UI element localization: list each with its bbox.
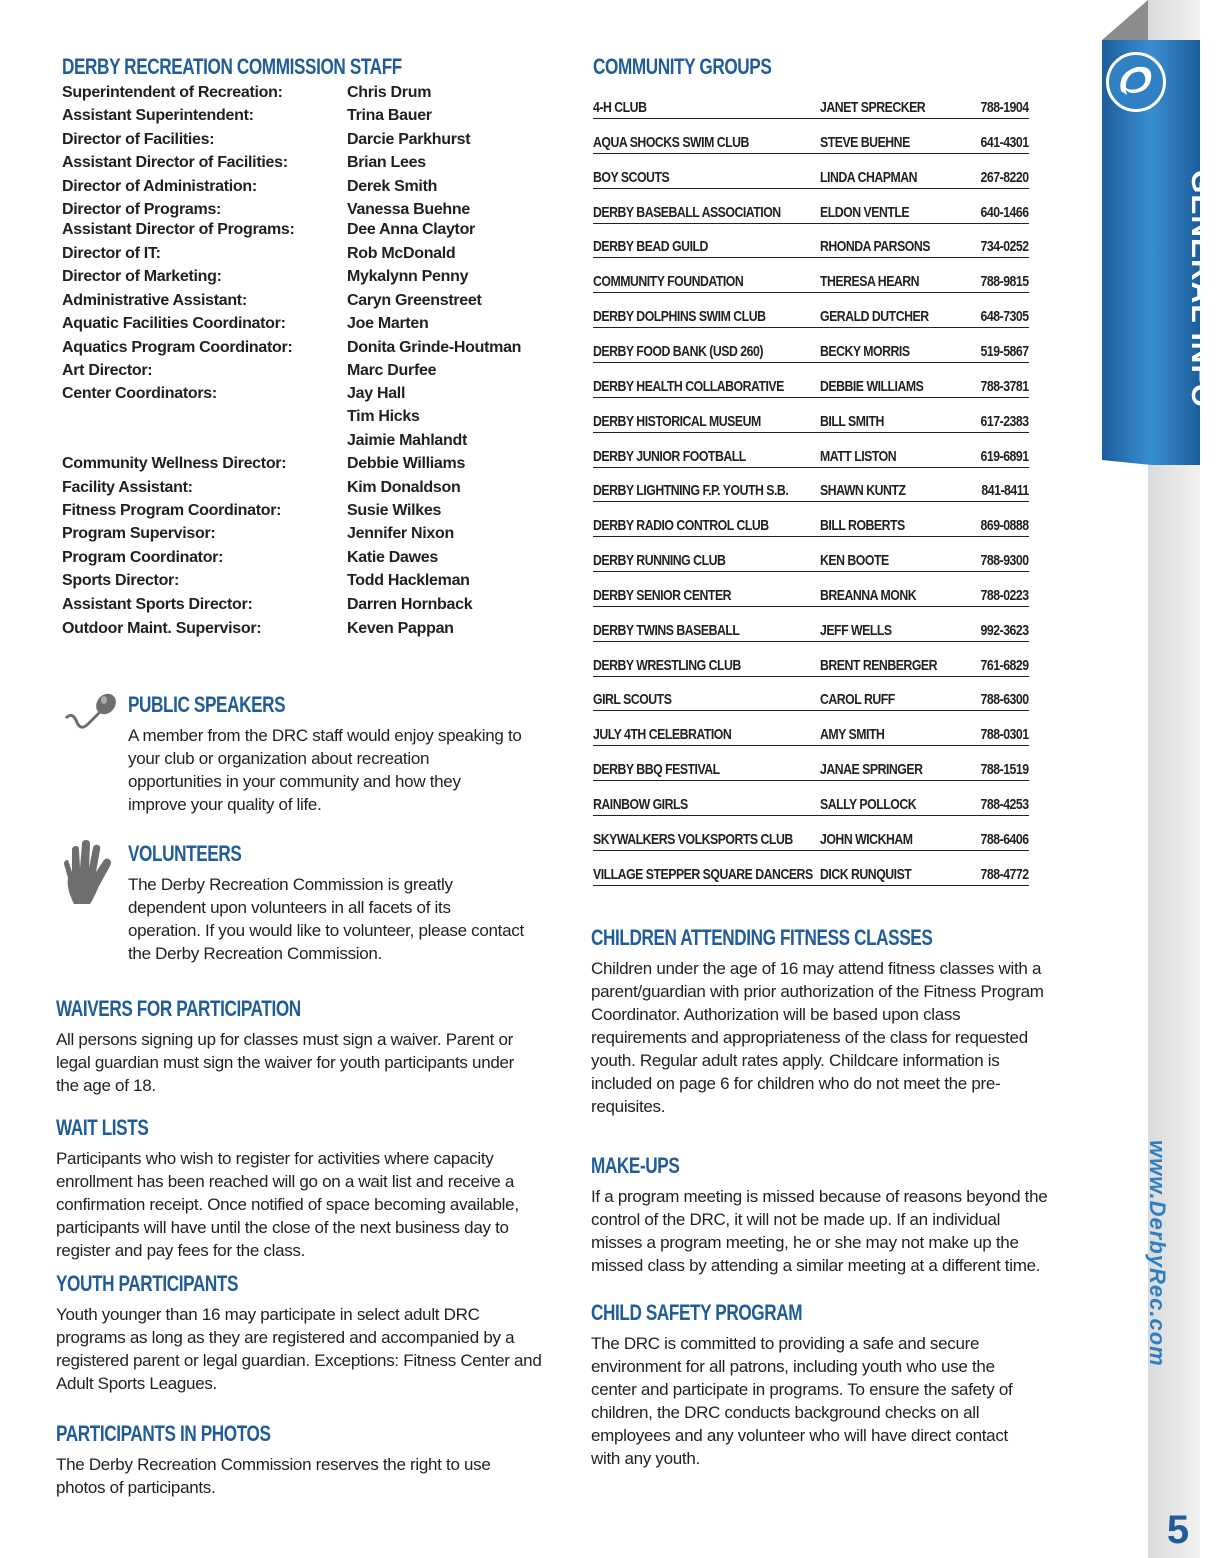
staff-name: Chris Drum bbox=[347, 84, 432, 101]
community-group-phone: 788-1904 bbox=[980, 99, 1029, 116]
community-group-name: DERBY SENIOR CENTER bbox=[593, 586, 732, 604]
community-group-name: BOY SCOUTS bbox=[593, 168, 670, 186]
staff-name: Katie Dawes bbox=[347, 549, 438, 566]
community-group-name: DERBY TWINS BASEBALL bbox=[593, 621, 740, 639]
makeups-title: MAKE-UPS bbox=[591, 1153, 680, 1178]
community-group-row bbox=[593, 646, 1029, 677]
community-group-name: DERBY BBQ FESTIVAL bbox=[593, 761, 720, 779]
youth-title: YOUTH PARTICIPANTS bbox=[56, 1271, 239, 1296]
community-group-contact: JEFF WELLS bbox=[820, 621, 892, 639]
staff-role: Assistant Director of Facilities: bbox=[62, 154, 288, 171]
community-group-name: 4-H CLUB bbox=[593, 99, 647, 116]
fitness-text: Children under the age of 16 may attend fitness classes with a parent/guardian with prior authorization of the Fitness Program Coordinator. Authorization will be based upon class requirements and appropriateness of the class for requested youth. Regular adult rates apply. Childcare information is included on page 6 for children who do not meet the pre- requisites. bbox=[591, 959, 1044, 1116]
community-group-name: AQUA SHOCKS SWIM CLUB bbox=[593, 133, 749, 151]
community-group-contact: JANET SPRECKER bbox=[820, 99, 926, 116]
community-group-phone: 267-8220 bbox=[980, 168, 1029, 186]
community-group-name: DERBY JUNIOR FOOTBALL bbox=[593, 447, 746, 465]
community-group-row bbox=[593, 402, 1029, 433]
staff-name: Darren Hornback bbox=[347, 596, 473, 613]
community-group-row bbox=[593, 576, 1029, 607]
staff-name: Dee Anna Claytor bbox=[347, 221, 475, 238]
community-group-contact: GERALD DUTCHER bbox=[820, 308, 929, 326]
community-group-phone: 788-0223 bbox=[980, 586, 1029, 604]
staff-name: Kim Donaldson bbox=[347, 479, 461, 496]
community-group-row bbox=[593, 332, 1029, 363]
staff-row bbox=[62, 268, 542, 291]
staff-role: Director of Administration: bbox=[62, 178, 257, 195]
staff-row bbox=[62, 362, 542, 385]
community-group-name: DERBY RADIO CONTROL CLUB bbox=[593, 517, 769, 535]
staff-row bbox=[62, 292, 542, 315]
youth-text: Youth younger than 16 may participate in select adult DRC programs as long as they are registered and accompanied by a registered parent or legal guardian. Exceptions: Fitness Center and Adult Sports Leagues. bbox=[56, 1305, 542, 1393]
community-group-contact: SALLY POLLOCK bbox=[820, 796, 917, 813]
community-group-name: GIRL SCOUTS bbox=[593, 691, 672, 709]
community-group-phone: 788-0301 bbox=[980, 726, 1029, 744]
community-group-contact: AMY SMITH bbox=[820, 726, 885, 744]
staff-role: Assistant Sports Director: bbox=[62, 596, 253, 613]
community-group-phone: 761-6829 bbox=[980, 656, 1029, 674]
community-group-phone: 841-8411 bbox=[981, 482, 1029, 500]
community-group-contact: JANAE SPRINGER bbox=[820, 761, 923, 779]
community-group-name: DERBY FOOD BANK (USD 260) bbox=[593, 342, 763, 360]
staff-row bbox=[62, 131, 542, 154]
community-group-name: JULY 4TH CELEBRATION bbox=[593, 726, 732, 744]
staff-name: Trina Bauer bbox=[347, 107, 432, 124]
staff-name: Tim Hicks bbox=[347, 408, 420, 425]
staff-name: Joe Marten bbox=[347, 315, 429, 332]
community-group-row bbox=[593, 227, 1029, 258]
community-group-name: DERBY DOLPHINS SWIM CLUB bbox=[593, 308, 766, 326]
photos-text: The Derby Recreation Commission reserves the right to use photos of participants. bbox=[56, 1455, 491, 1497]
community-group-name: SKYWALKERS VOLKSPORTS CLUB bbox=[593, 830, 793, 848]
staff-role: Fitness Program Coordinator: bbox=[62, 502, 282, 519]
staff-role: Center Coordinators: bbox=[62, 385, 217, 402]
community-group-contact: DICK RUNQUIST bbox=[820, 865, 912, 883]
community-group-phone: 619-6891 bbox=[980, 447, 1029, 465]
staff-row bbox=[62, 221, 542, 244]
community-group-phone: 519-5867 bbox=[980, 342, 1029, 360]
community-group-contact: CAROL RUFF bbox=[820, 691, 895, 709]
staff-role: Art Director: bbox=[62, 362, 153, 379]
staff-name: Marc Durfee bbox=[347, 362, 437, 379]
community-group-row bbox=[593, 262, 1029, 293]
community-group-phone: 788-1519 bbox=[980, 761, 1029, 779]
staff-role: Superintendent of Recreation: bbox=[62, 84, 283, 101]
staff-role: Director of IT: bbox=[62, 245, 161, 262]
staff-name: Todd Hackleman bbox=[347, 572, 470, 589]
community-group-row bbox=[593, 158, 1029, 189]
community-group-row bbox=[593, 437, 1029, 468]
community-group-row bbox=[593, 750, 1029, 781]
staff-role: Assistant Superintendent: bbox=[62, 107, 254, 124]
staff-name: Susie Wilkes bbox=[347, 502, 442, 519]
community-group-phone: 648-7305 bbox=[980, 308, 1029, 326]
community-group-contact: LINDA CHAPMAN bbox=[820, 168, 918, 186]
public-speakers-text: A member from the DRC staff would enjoy speaking to your club or organization about recreation opportunities in your community and how they improve your quality of life. bbox=[128, 726, 522, 814]
community-group-contact: RHONDA PARSONS bbox=[820, 238, 930, 256]
community-group-name: COMMUNITY FOUNDATION bbox=[593, 273, 744, 291]
wait-lists-title: WAIT LISTS bbox=[56, 1115, 149, 1140]
staff-name: Jennifer Nixon bbox=[347, 525, 454, 542]
waivers-title: WAIVERS FOR PARTICIPATION bbox=[56, 996, 301, 1021]
staff-row bbox=[62, 245, 542, 268]
volunteers-title: VOLUNTEERS bbox=[128, 841, 242, 866]
community-group-contact: BILL ROBERTS bbox=[820, 517, 905, 535]
staff-role: Director of Programs: bbox=[62, 201, 222, 218]
staff-role: Program Supervisor: bbox=[62, 525, 216, 542]
community-group-name: VILLAGE STEPPER SQUARE DANCERS bbox=[593, 865, 813, 883]
staff-row bbox=[62, 315, 542, 338]
staff-row bbox=[62, 525, 542, 548]
community-group-row bbox=[593, 611, 1029, 642]
community-group-phone: 788-9815 bbox=[980, 273, 1029, 291]
community-group-contact: BILL SMITH bbox=[820, 412, 884, 430]
staff-role: Assistant Director of Programs: bbox=[62, 221, 295, 238]
staff-role: Community Wellness Director: bbox=[62, 455, 287, 472]
staff-name: Mykalynn Penny bbox=[347, 268, 469, 285]
community-group-name: DERBY BASEBALL ASSOCIATION bbox=[593, 203, 781, 221]
community-group-contact: BRENT RENBERGER bbox=[820, 656, 938, 674]
volunteers-text: The Derby Recreation Commission is greatly dependent upon volunteers in all facets of its operation. If you would like to volunteer, please contact the Derby Recreation Commission. bbox=[128, 875, 524, 963]
wait-lists-text: Participants who wish to register for activities where capacity enrollment has been reached will go on a wait list and receive a confirmation receipt. Once notified of space becoming available, participants will have until the close of the next business day to register and pay fees for the class. bbox=[56, 1149, 519, 1260]
community-group-phone: 788-6300 bbox=[980, 691, 1029, 709]
staff-name: Debbie Williams bbox=[347, 455, 466, 472]
community-group-row bbox=[593, 715, 1029, 746]
staff-role: Administrative Assistant: bbox=[62, 292, 247, 309]
community-group-row bbox=[593, 88, 1029, 119]
community-group-name: DERBY HEALTH COLLABORATIVE bbox=[593, 377, 784, 395]
staff-row bbox=[62, 572, 542, 595]
staff-row bbox=[62, 178, 542, 201]
community-group-name: RAINBOW GIRLS bbox=[593, 796, 688, 813]
staff-name: Jaimie Mahlandt bbox=[347, 432, 467, 449]
staff-name: Darcie Parkhurst bbox=[347, 131, 471, 148]
staff-row bbox=[62, 339, 542, 362]
staff-name: Caryn Greenstreet bbox=[347, 292, 482, 309]
staff-row bbox=[62, 84, 542, 107]
sidebar bbox=[1100, 0, 1218, 1558]
public-speakers-title: PUBLIC SPEAKERS bbox=[128, 692, 286, 717]
staff-row bbox=[62, 107, 542, 130]
community-group-row bbox=[593, 123, 1029, 154]
community-group-row bbox=[593, 820, 1029, 851]
staff-role: Sports Director: bbox=[62, 572, 179, 589]
staff-role: Program Coordinator: bbox=[62, 549, 224, 566]
community-group-phone: 788-4772 bbox=[980, 865, 1029, 883]
community-group-row bbox=[593, 506, 1029, 537]
community-group-contact: BREANNA MONK bbox=[820, 586, 917, 604]
staff-row bbox=[62, 385, 542, 408]
staff-row bbox=[62, 432, 542, 455]
community-group-row bbox=[593, 367, 1029, 398]
community-group-phone: 992-3623 bbox=[980, 621, 1029, 639]
staff-name: Donita Grinde-Houtman bbox=[347, 339, 522, 356]
staff-row bbox=[62, 479, 542, 502]
community-group-phone: 869-0888 bbox=[980, 517, 1029, 535]
community-group-contact: BECKY MORRIS bbox=[820, 342, 910, 360]
staff-row bbox=[62, 455, 542, 478]
staff-title: DERBY RECREATION COMMISSION STAFF bbox=[62, 54, 402, 79]
community-group-phone: 788-6406 bbox=[980, 830, 1029, 848]
community-group-contact: KEN BOOTE bbox=[820, 552, 889, 570]
community-group-name: DERBY RUNNING CLUB bbox=[593, 552, 726, 570]
community-group-phone: 617-2383 bbox=[980, 412, 1029, 430]
community-group-name: DERBY HISTORICAL MUSEUM bbox=[593, 412, 761, 430]
community-group-row bbox=[593, 855, 1029, 886]
makeups-text: If a program meeting is missed because of reasons beyond the control of the DRC, it will not be made up. If an individual misses a program meeting, he or she may not make up the missed class by attending a similar meeting at a different time. bbox=[591, 1187, 1048, 1275]
community-group-contact: THERESA HEARN bbox=[820, 273, 920, 291]
staff-role: Outdoor Maint. Supervisor: bbox=[62, 620, 262, 637]
community-group-row bbox=[593, 471, 1029, 502]
safety-text: The DRC is committed to providing a safe and secure environment for all patrons, including youth who use the center and participate in programs. To ensure the safety of children, the DRC conducts background checks on all employees and any volunteer who will have direct contact with any youth. bbox=[591, 1334, 1013, 1468]
staff-name: Keven Pappan bbox=[347, 620, 454, 637]
staff-name: Rob McDonald bbox=[347, 245, 456, 262]
community-groups-title: COMMUNITY GROUPS bbox=[593, 54, 772, 79]
community-group-row bbox=[593, 680, 1029, 711]
staff-role: Aquatic Facilities Coordinator: bbox=[62, 315, 286, 332]
community-group-row bbox=[593, 297, 1029, 328]
staff-row bbox=[62, 408, 542, 431]
community-group-contact: SHAWN KUNTZ bbox=[820, 482, 906, 500]
logo-icon bbox=[1106, 52, 1166, 112]
community-group-name: DERBY WRESTLING CLUB bbox=[593, 656, 741, 674]
section-tab-label: GENERAL INFO bbox=[1185, 170, 1218, 409]
safety-title: CHILD SAFETY PROGRAM bbox=[591, 1300, 803, 1325]
microphone-icon bbox=[62, 688, 122, 748]
staff-name: Brian Lees bbox=[347, 154, 426, 171]
community-group-row bbox=[593, 541, 1029, 572]
community-group-phone: 640-1466 bbox=[980, 203, 1029, 221]
staff-role: Director of Facilities: bbox=[62, 131, 215, 148]
staff-row bbox=[62, 502, 542, 525]
staff-name: Jay Hall bbox=[347, 385, 406, 402]
website-url: www.DerbyRec.com bbox=[1145, 1140, 1170, 1367]
staff-row bbox=[62, 154, 542, 177]
photos-title: PARTICIPANTS IN PHOTOS bbox=[56, 1421, 271, 1446]
community-group-contact: MATT LISTON bbox=[820, 447, 897, 465]
community-group-row bbox=[593, 193, 1029, 224]
community-group-row bbox=[593, 785, 1029, 816]
staff-row bbox=[62, 596, 542, 619]
staff-row bbox=[62, 620, 542, 643]
staff-role: Facility Assistant: bbox=[62, 479, 193, 496]
community-group-name: DERBY LIGHTNING F.P. YOUTH S.B. bbox=[593, 482, 789, 500]
community-group-name: DERBY BEAD GUILD bbox=[593, 238, 708, 256]
community-group-phone: 788-3781 bbox=[980, 377, 1029, 395]
staff-name: Vanessa Buehne bbox=[347, 201, 470, 218]
staff-role: Director of Marketing: bbox=[62, 268, 222, 285]
community-group-phone: 788-9300 bbox=[980, 552, 1029, 570]
community-group-phone: 788-4253 bbox=[980, 796, 1029, 813]
community-group-phone: 641-4301 bbox=[980, 133, 1029, 151]
community-group-contact: DEBBIE WILLIAMS bbox=[820, 377, 924, 395]
fitness-title: CHILDREN ATTENDING FITNESS CLASSES bbox=[591, 925, 933, 950]
staff-row bbox=[62, 549, 542, 572]
staff-role: Aquatics Program Coordinator: bbox=[62, 339, 293, 356]
waivers-text: All persons signing up for classes must sign a waiver. Parent or legal guardian must sign the waiver for youth participants under the age of 18. bbox=[56, 1030, 515, 1095]
hand-icon bbox=[60, 838, 116, 908]
community-group-contact: STEVE BUEHNE bbox=[820, 133, 910, 151]
staff-name: Derek Smith bbox=[347, 178, 438, 195]
community-group-contact: ELDON VENTLE bbox=[820, 203, 910, 221]
page-number: 5 bbox=[1166, 1508, 1190, 1552]
community-group-contact: JOHN WICKHAM bbox=[820, 830, 913, 848]
community-group-phone: 734-0252 bbox=[980, 238, 1029, 256]
